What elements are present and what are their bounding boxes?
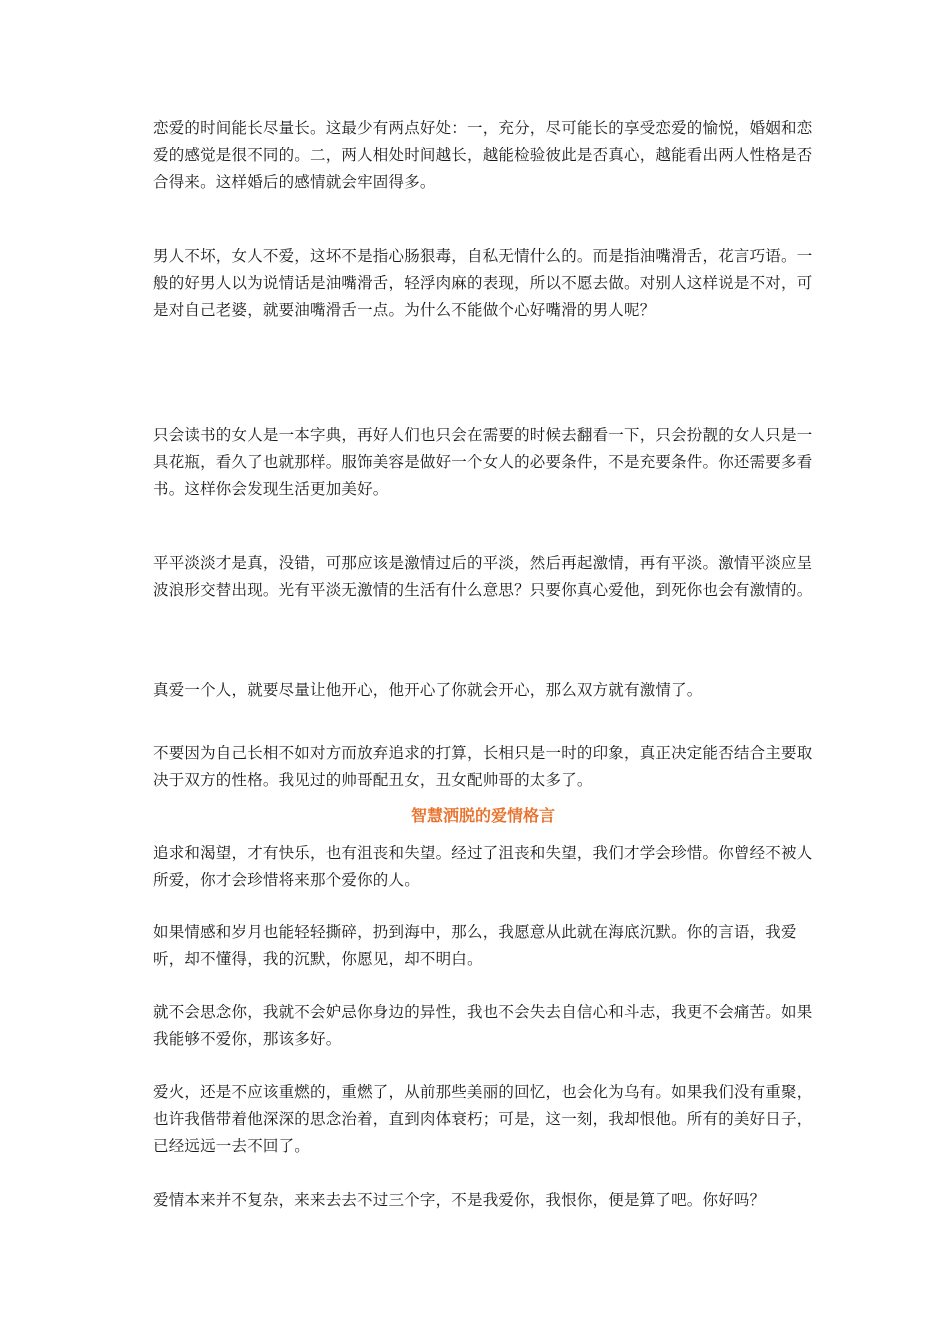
paragraph-10: 爱火，还是不应该重燃的，重燃了，从前那些美丽的回忆，也会化为乌有。如果我们没有重聚，也许我偕带着他深深的思念治着，直到肉体衰朽；可是，这一刻，我却恨他。所有的美好日子，已经远远一去不回了。: [153, 1083, 813, 1155]
paragraph-4: 平平淡淡才是真，没错，可那应该是激情过后的平淡，然后再起激情，再有平淡。激情平淡应呈波浪形交替出现。光有平淡无激情的生活有什么意思？只要你真心爱他，到死你也会有激情的。: [153, 554, 813, 599]
paragraph-8: 如果情感和岁月也能轻轻撕碎，扔到海中，那么，我愿意从此就在海底沉默。你的言语，我爱听，却不懂得，我的沉默，你愿见，却不明白。: [153, 923, 797, 968]
paragraph-2: 男人不坏，女人不爱，这坏不是指心肠狠毒，自私无情什么的。而是指油嘴滑舌，花言巧语。一般的好男人以为说情话是油嘴滑舌，轻浮肉麻的表现，所以不愿去做。对别人这样说是不对，可是对自己老婆，就要油嘴滑舌一点。为什么不能做个心好嘴滑的男人呢？: [153, 247, 813, 319]
paragraph-6: 不要因为自己长相不如对方而放弃追求的打算，长相只是一时的印象，真正决定能否结合主要取决于双方的性格。我见过的帅哥配丑女，丑女配帅哥的太多了。: [153, 744, 813, 789]
paragraph-9: 就不会思念你，我就不会妒忌你身边的异性，我也不会失去自信心和斗志，我更不会痛苦。如果我能够不爱你，那该多好。: [153, 1003, 813, 1048]
paragraph-1: 恋爱的时间能长尽量长。这最少有两点好处：一，充分，尽可能长的享受恋爱的愉悦，婚姻和恋爱的感觉是很不同的。二，两人相处时间越长，越能检验彼此是否真心，越能看出两人性格是否合得来。这样婚后的感情就会牢固得多。: [153, 119, 813, 191]
paragraph-3: 只会读书的女人是一本字典，再好人们也只会在需要的时候去翻看一下，只会扮靓的女人只是一具花瓶，看久了也就那样。服饰美容是做好一个女人的必要条件，不是充要条件。你还需要多看书。这样你会发现生活更加美好。: [153, 426, 813, 498]
paragraph-7: 追求和渴望，才有快乐，也有沮丧和失望。经过了沮丧和失望，我们才学会珍惜。你曾经不被人所爱，你才会珍惜将来那个爱你的人。: [153, 844, 813, 889]
paragraph-5: 真爱一个人，就要尽量让他开心，他开心了你就会开心，那么双方就有激情了。: [153, 681, 703, 699]
paragraph-11: 爱情本来并不复杂，来来去去不过三个字，不是我爱你，我恨你，便是算了吧。你好吗？: [153, 1191, 766, 1209]
section-heading: 智慧洒脱的爱情格言: [410, 806, 555, 825]
